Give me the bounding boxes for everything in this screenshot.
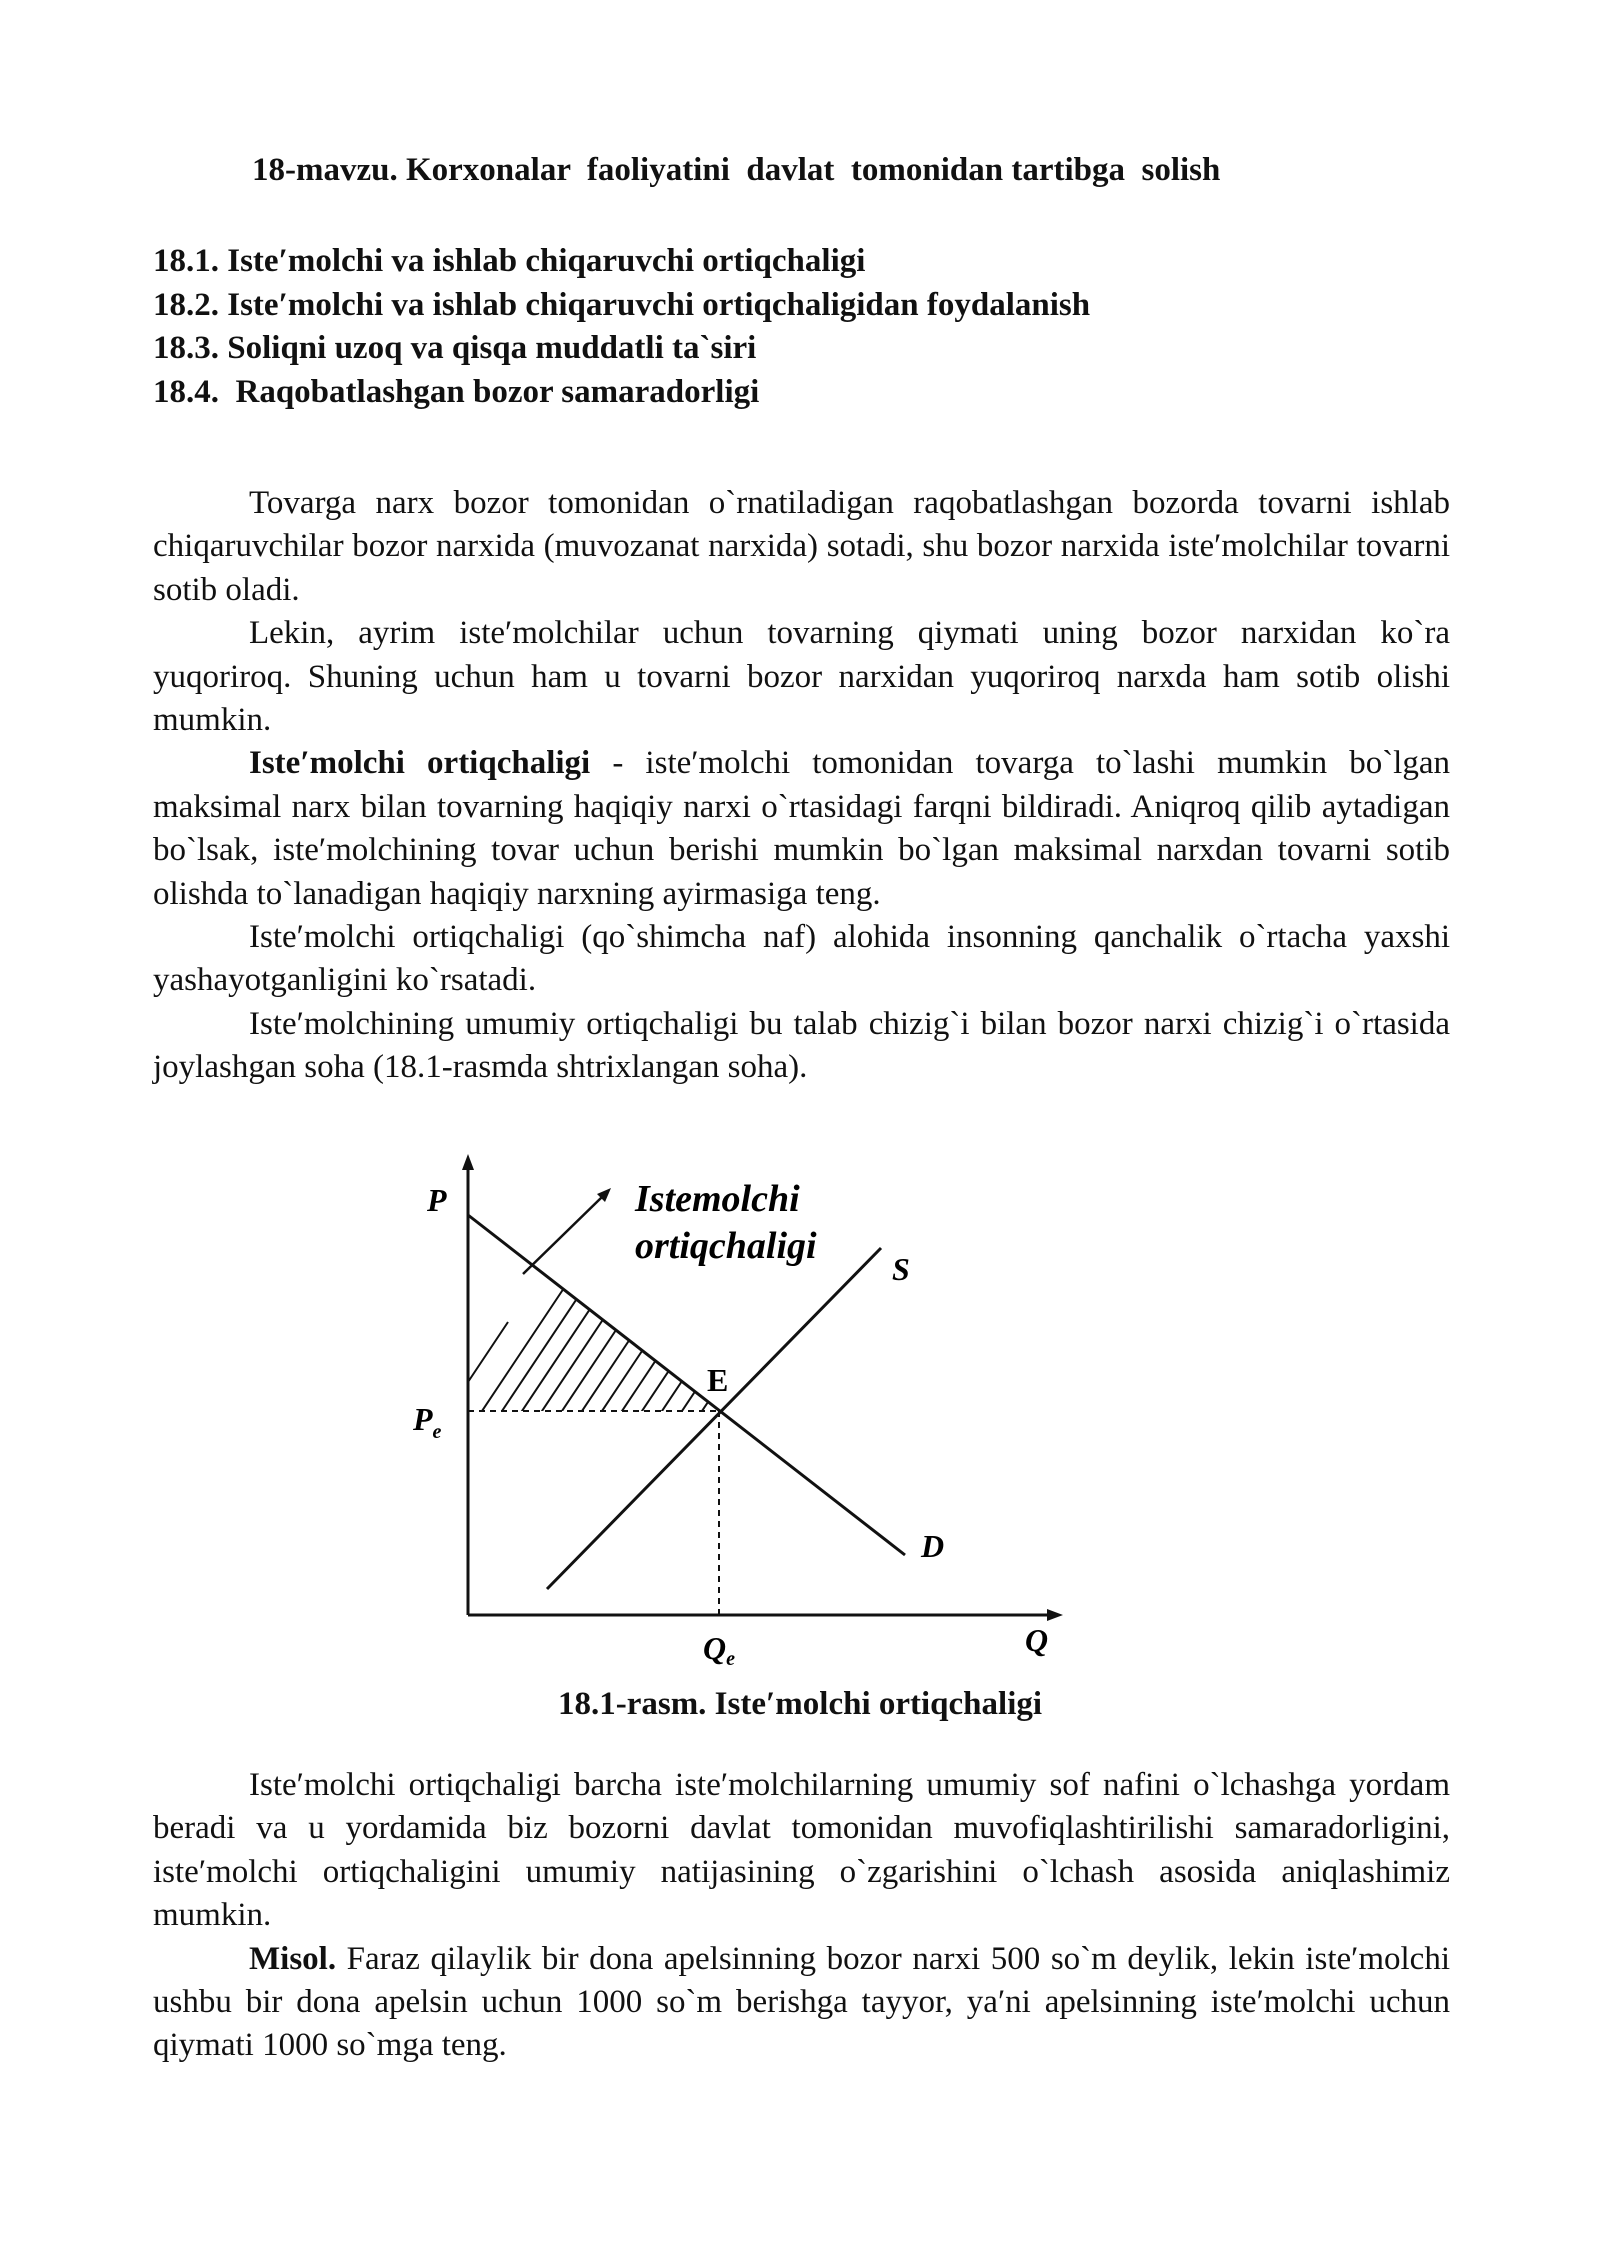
annotation-label-line2: ortiqchaligi — [635, 1225, 817, 1267]
definition-term: Iste′molchi ortiqchaligi — [249, 745, 591, 782]
table-of-contents — [153, 240, 1090, 414]
body-text-top — [153, 482, 1450, 1090]
quantity-axis-arrow — [1047, 1609, 1063, 1621]
paragraph-text: - iste′molchi tomonidan tovarga to`lashi mumkin bo`lgan maksimal narx bilan tovarning haqiqiy narxi o`rtasidagi farqni bildiradi. Aniqroq qilib aytadigan bo`lsak, iste′molchining tovar uchun berishi mumkin bo`lgan maksimal narxdan tovarni sotib olishda to`lanadigan haqiqiy narxning ayirmasiga teng. — [153, 745, 1450, 912]
p-axis-label: P — [427, 1182, 447, 1218]
annotation-arrow-line — [523, 1197, 602, 1274]
pe-label-sub: e — [432, 1421, 442, 1443]
qe-label-sub: e — [726, 1648, 735, 1670]
paragraph-5 — [153, 1003, 1450, 1090]
supply-label: S — [892, 1251, 910, 1287]
toc-item-2: 18.2. Iste′molchi va ishlab chiqaruvchi ortiqchaligidan foydalanish — [153, 286, 1091, 323]
example-lead: Misol. — [249, 1940, 337, 1977]
supply-line — [547, 1248, 881, 1589]
paragraph-4 — [153, 916, 1450, 1003]
paragraph-2 — [153, 612, 1450, 742]
paragraph-text: Tovarga narx bozor tomonidan o`rnatiladigan raqobatlashgan bozorda tovarni ishlab chiqaruvchilar bozor narxida (muvozanat narxida) sotadi, shu bozor narxida iste′molchilar tovarni sotib oladi. — [153, 485, 1450, 608]
demand-label: D — [921, 1528, 945, 1564]
paragraph-definition — [153, 742, 1450, 916]
qe-label-main: Q — [703, 1630, 727, 1666]
paragraph-text: Iste′molchining umumiy ortiqchaligi bu talab chizig`i bilan bozor narxi chizig`i o`rtasida joylashgan soha (18.1-rasmda shtrixlangan soha). — [153, 1005, 1450, 1086]
price-axis-arrow — [462, 1154, 474, 1170]
q-axis-label: Q — [1025, 1622, 1049, 1658]
paragraph-text: Iste′molchi ortiqchaligi (qo`shimcha naf) alohida insonning qanchalik o`rtacha yaxshi yashayotganligini ko`rsatadi. — [153, 919, 1450, 999]
toc-item-1: 18.1. Iste′molchi va ishlab chiqaruvchi ortiqchaligi — [153, 243, 866, 279]
pe-label — [412, 1401, 442, 1443]
qe-label — [703, 1630, 735, 1670]
paragraph-text: Iste′molchi ortiqchaligi barcha iste′molchilarning umumiy sof nafini o`lchashga yordam beradi va u yordamida biz bozorni davlat tomonidan muvofiqlashtirilishi samaradorligini, iste′molchi ortiqchaligini umumiy natijasining o`zgarishini o`lchash asosida aniqlashimiz mumkin. — [153, 1767, 1450, 1934]
paragraph-text: Lekin, ayrim iste′molchilar uchun tovarning qiymati uning bozor narxidan ko`ra yuqoriroq. Shuning uchun ham u tovarni bozor narxidan yuqoriroq narxda ham sotib olishi mumkin. — [153, 615, 1450, 739]
paragraph-example — [153, 1938, 1450, 2068]
equilibrium-point-label: E — [707, 1362, 729, 1398]
paragraph-1 — [153, 482, 1450, 612]
toc-item-4: 18.4. Raqobatlashgan bozor samaradorligi — [153, 373, 760, 410]
toc-item-3: 18.3. Soliqni uzoq va qisqa muddatli ta`siri — [153, 330, 757, 366]
paragraph-text: Faraz qilaylik bir dona apelsinning bozor narxi 500 so`m deylik, lekin iste′molchi ushbu bir dona apelsin uchun 1000 so`m berishga tayyor, ya′ni apelsinning iste′molchi uchun qiymati 1000 so`mga teng. — [153, 1940, 1450, 2064]
supply-demand-diagram — [395, 1152, 1095, 1672]
consumer-surplus-figure — [395, 1152, 1095, 1672]
pe-label-main: P — [413, 1401, 433, 1437]
body-text-bottom — [153, 1764, 1450, 2068]
annotation-label-line1: Istemolchi — [635, 1178, 800, 1220]
figure-caption: 18.1-rasm. Iste′molchi ortiqchaligi — [557, 1686, 1043, 1722]
paragraph-6 — [153, 1764, 1450, 1938]
page-title: 18-mavzu. Korxonalar faoliyatini davlat tomonidan tartibga solish — [252, 152, 1221, 188]
